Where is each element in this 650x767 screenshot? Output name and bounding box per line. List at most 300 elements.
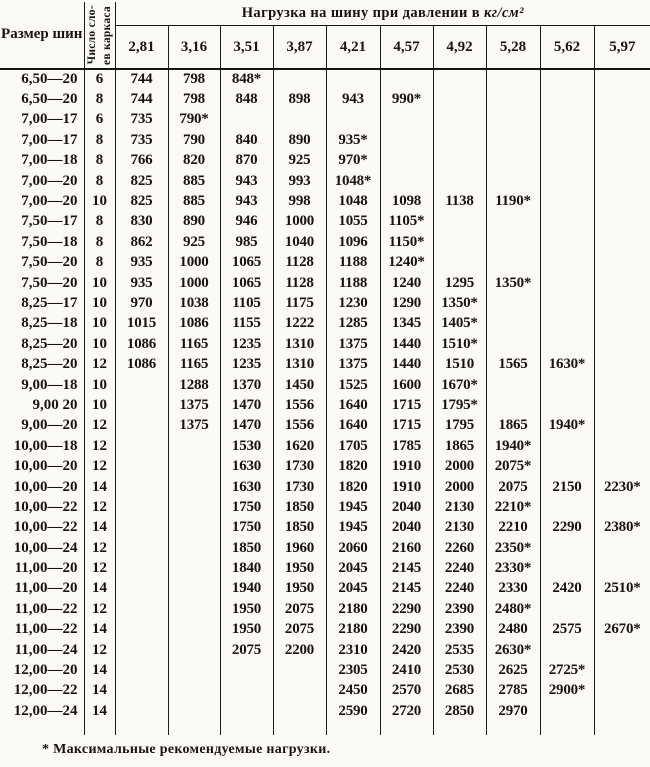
load-value-cell (273, 701, 326, 721)
load-value-cell: 1370 (220, 375, 273, 395)
load-value-cell: 2130 (433, 518, 486, 538)
load-value-cell (594, 293, 650, 313)
load-value-cell: 2045 (326, 579, 380, 599)
load-value-cell: 2590 (326, 701, 380, 721)
ply-count-cell: 10 (84, 334, 115, 354)
load-value-cell (168, 660, 220, 680)
load-value-cell (594, 89, 650, 109)
load-value-cell: 840 (220, 130, 273, 150)
load-value-cell: 1310 (273, 334, 326, 354)
load-value-cell (486, 69, 540, 89)
load-value-cell: 2420 (540, 579, 594, 599)
load-value-cell (486, 171, 540, 191)
ply-count-cell: 10 (84, 273, 115, 293)
load-value-cell: 2210 (486, 518, 540, 538)
ply-count-cell: 10 (84, 395, 115, 415)
tire-size-cell: 6,50—20 (21, 71, 78, 88)
load-value-cell: 1065 (220, 253, 273, 273)
load-value-cell: 2330* (486, 558, 540, 578)
load-value-cell: 2290 (540, 518, 594, 538)
load-value-cell: 1175 (273, 293, 326, 313)
ply-count-cell: 12 (84, 436, 115, 456)
ply-count-cell: 12 (84, 354, 115, 374)
load-value-cell (540, 334, 594, 354)
load-value-cell: 790* (168, 110, 220, 130)
load-value-cell: 1375 (168, 416, 220, 436)
load-value-cell: 1038 (168, 293, 220, 313)
tire-size-cell: 11,00—22 (14, 621, 78, 638)
load-value-cell (540, 701, 594, 721)
load-value-cell (115, 640, 168, 660)
load-value-cell: 1865 (433, 436, 486, 456)
table-row (0, 354, 650, 374)
ply-count-cell: 14 (84, 620, 115, 640)
load-value-cell: 1165 (168, 354, 220, 374)
load-value-cell: 2670* (594, 620, 650, 640)
pressure-column-header: 5,97 (594, 26, 650, 69)
load-value-cell: 766 (115, 151, 168, 171)
load-value-cell (594, 212, 650, 232)
load-value-cell: 2450 (326, 681, 380, 701)
load-value-cell: 1556 (273, 395, 326, 415)
load-value-cell: 2230* (594, 477, 650, 497)
tire-size-cell: 7,50—20 (21, 254, 78, 271)
tire-size-cell: 10,00—20 (13, 478, 78, 495)
load-value-cell (433, 69, 486, 89)
load-value-cell: 1670* (433, 375, 486, 395)
load-value-cell: 1940* (540, 416, 594, 436)
table-row (0, 89, 650, 109)
load-value-cell (273, 660, 326, 680)
load-value-cell: 2150 (540, 477, 594, 497)
pressure-unit-label: кг/см² (484, 5, 524, 22)
rule-extension-cell (168, 722, 220, 735)
load-value-cell: 1630 (220, 477, 273, 497)
rule-extension-cell (220, 722, 273, 735)
tire-size-cell: 10,00—22 (13, 498, 78, 515)
tire-size-cell: 9,00 20 (32, 396, 78, 413)
load-value-cell (168, 701, 220, 721)
load-value-cell (433, 151, 486, 171)
load-value-cell: 2390 (433, 599, 486, 619)
ply-count-cell: 12 (84, 640, 115, 660)
rule-extension-cell (326, 722, 380, 735)
ply-count-cell: 8 (84, 253, 115, 273)
load-value-cell: 2330 (486, 579, 540, 599)
load-value-cell (540, 110, 594, 130)
load-value-cell (168, 681, 220, 701)
load-value-cell: 990* (380, 89, 433, 109)
ply-count-cell: 12 (84, 416, 115, 436)
ply-count-cell: 6 (84, 110, 115, 130)
load-value-cell (594, 110, 650, 130)
load-value-cell: 1048* (326, 171, 380, 191)
rule-extension-cell (594, 722, 650, 735)
tire-size-cell: 9,00—20 (21, 417, 78, 434)
load-value-cell: 1630* (540, 354, 594, 374)
load-value-cell (486, 232, 540, 252)
load-value-cell (594, 701, 650, 721)
load-value-cell (540, 395, 594, 415)
load-value-cell (168, 620, 220, 640)
load-value-cell: 1510 (433, 354, 486, 374)
load-value-cell (540, 640, 594, 660)
load-value-cell: 2180 (326, 620, 380, 640)
load-value-cell (594, 640, 650, 660)
load-value-cell: 1730 (273, 477, 326, 497)
load-value-cell (168, 538, 220, 558)
load-value-cell: 2305 (326, 660, 380, 680)
table-row (0, 660, 650, 680)
ply-count-cell: 8 (84, 171, 115, 191)
load-value-cell (594, 130, 650, 150)
load-value-cell: 1440 (380, 354, 433, 374)
load-value-cell: 1910 (380, 456, 433, 476)
load-value-cell: 1375 (168, 395, 220, 415)
load-value-cell: 2000 (433, 456, 486, 476)
load-value-cell (540, 253, 594, 273)
load-value-cell: 1310 (273, 354, 326, 374)
load-value-cell: 1350* (433, 293, 486, 313)
load-value-cell (594, 538, 650, 558)
load-value-cell: 1750 (220, 518, 273, 538)
load-value-cell (433, 212, 486, 232)
load-value-cell: 1055 (326, 212, 380, 232)
load-value-cell (540, 151, 594, 171)
load-value-cell: 1630 (220, 456, 273, 476)
tire-size-cell: 12,00—20 (13, 662, 78, 679)
pressure-column-header: 4,92 (433, 26, 486, 69)
load-value-cell: 1235 (220, 354, 273, 374)
load-value-cell: 2180 (326, 599, 380, 619)
load-value-cell (594, 314, 650, 334)
load-value-cell: 735 (115, 130, 168, 150)
tire-size-cell: 11,00—24 (14, 641, 78, 658)
table-header (0, 2, 650, 69)
load-value-cell: 898 (273, 89, 326, 109)
tire-size-cell: 7,50—20 (21, 274, 78, 291)
load-value-cell: 2145 (380, 558, 433, 578)
load-value-cell (273, 681, 326, 701)
load-value-cell: 1375 (326, 334, 380, 354)
ply-count-cell: 14 (84, 477, 115, 497)
load-value-cell: 2530 (433, 660, 486, 680)
load-value-cell (168, 599, 220, 619)
pressure-column-header: 2,81 (115, 26, 168, 69)
load-value-cell: 2075 (220, 640, 273, 660)
load-value-cell (540, 130, 594, 150)
ply-count-cell: 14 (84, 579, 115, 599)
load-value-cell: 1470 (220, 395, 273, 415)
footnote: * Максимальные рекомендуемые нагрузки. (42, 741, 331, 757)
load-value-cell (115, 660, 168, 680)
load-value-cell (540, 171, 594, 191)
load-value-cell: 1405* (433, 314, 486, 334)
table-row (0, 253, 650, 273)
load-value-cell (115, 477, 168, 497)
load-value-cell: 1096 (326, 232, 380, 252)
load-value-cell: 970* (326, 151, 380, 171)
tire-size-cell: 11,00—20 (14, 560, 78, 577)
rule-extension-cell (433, 722, 486, 735)
load-value-cell: 830 (115, 212, 168, 232)
load-value-cell: 1000 (168, 253, 220, 273)
load-value-cell: 744 (115, 89, 168, 109)
load-value-cell (594, 681, 650, 701)
load-value-cell (594, 151, 650, 171)
load-value-cell: 2625 (486, 660, 540, 680)
load-value-cell (540, 497, 594, 517)
rule-extension-cell (380, 722, 433, 735)
load-value-cell (594, 436, 650, 456)
load-value-cell: 1910 (380, 477, 433, 497)
load-value-cell (326, 69, 380, 89)
table-body (0, 69, 650, 735)
ply-count-cell: 14 (84, 518, 115, 538)
load-value-cell (168, 456, 220, 476)
load-value-cell (168, 436, 220, 456)
load-value-cell: 2260 (433, 538, 486, 558)
load-value-cell: 2480* (486, 599, 540, 619)
load-value-cell: 993 (273, 171, 326, 191)
load-value-cell: 2075* (486, 456, 540, 476)
load-value-cell (115, 395, 168, 415)
tire-size-cell: 11,00—22 (14, 600, 78, 617)
load-value-cell (115, 518, 168, 538)
load-value-cell (115, 620, 168, 640)
ply-count-header (84, 2, 115, 69)
load-value-cell (115, 701, 168, 721)
load-value-cell (594, 69, 650, 89)
tire-size-cell: 7,00—17 (21, 131, 78, 148)
load-value-cell (380, 69, 433, 89)
load-value-cell: 744 (115, 69, 168, 89)
tire-size-cell: 6,50—20 (21, 91, 78, 108)
pressure-column-header: 3,87 (273, 26, 326, 69)
load-value-cell: 1086 (168, 314, 220, 334)
rule-extension-cell (0, 722, 84, 735)
load-value-cell (380, 130, 433, 150)
load-value-cell: 998 (273, 191, 326, 211)
load-value-cell (540, 232, 594, 252)
table-row (0, 69, 650, 89)
load-value-cell: 2630* (486, 640, 540, 660)
load-value-cell: 1285 (326, 314, 380, 334)
table-row (0, 416, 650, 436)
table-row (0, 314, 650, 334)
load-value-cell (594, 171, 650, 191)
table-row (0, 538, 650, 558)
table-row (0, 232, 650, 252)
tire-size-cell: 9,00—18 (21, 376, 78, 393)
load-value-cell: 1730 (273, 456, 326, 476)
load-value-cell (486, 253, 540, 273)
rule-extension-cell (540, 722, 594, 735)
table-row (0, 558, 650, 578)
load-value-cell: 2900* (540, 681, 594, 701)
load-value-cell (168, 518, 220, 538)
load-value-cell (540, 456, 594, 476)
load-value-cell: 820 (168, 151, 220, 171)
load-value-cell: 885 (168, 191, 220, 211)
table-row (0, 599, 650, 619)
load-value-cell: 2685 (433, 681, 486, 701)
load-value-cell (115, 599, 168, 619)
load-value-cell: 2290 (380, 599, 433, 619)
load-value-cell (486, 89, 540, 109)
table-row (0, 620, 650, 640)
load-value-cell (540, 538, 594, 558)
load-value-cell (115, 497, 168, 517)
load-value-cell: 1820 (326, 477, 380, 497)
table-rule-extension (0, 722, 650, 735)
load-value-cell: 1795 (433, 416, 486, 436)
table-row (0, 681, 650, 701)
load-value-cell: 2575 (540, 620, 594, 640)
load-value-cell (540, 191, 594, 211)
load-value-cell: 1470 (220, 416, 273, 436)
ply-count-cell: 10 (84, 314, 115, 334)
ply-count-cell: 8 (84, 212, 115, 232)
load-value-cell: 2240 (433, 579, 486, 599)
load-value-cell: 1295 (433, 273, 486, 293)
tire-size-cell: 8,25—18 (21, 315, 78, 332)
load-value-cell: 2045 (326, 558, 380, 578)
load-value-cell: 848 (220, 89, 273, 109)
load-value-cell (273, 110, 326, 130)
load-value-cell: 2290 (380, 620, 433, 640)
load-value-cell: 798 (168, 89, 220, 109)
load-value-cell: 1105 (220, 293, 273, 313)
load-value-cell: 1000 (168, 273, 220, 293)
ply-count-cell: 12 (84, 456, 115, 476)
load-value-cell: 2410 (380, 660, 433, 680)
load-value-cell (486, 130, 540, 150)
load-value-cell: 2145 (380, 579, 433, 599)
pressure-column-header: 5,62 (540, 26, 594, 69)
load-value-cell: 798 (168, 69, 220, 89)
load-value-cell (433, 253, 486, 273)
pressure-column-header: 3,16 (168, 26, 220, 69)
load-value-cell: 2310 (326, 640, 380, 660)
load-value-cell: 825 (115, 191, 168, 211)
load-value-cell: 1128 (273, 273, 326, 293)
rule-extension-cell (115, 722, 168, 735)
load-value-cell: 1188 (326, 273, 380, 293)
load-value-cell: 1940 (220, 579, 273, 599)
table-row (0, 497, 650, 517)
table-row (0, 436, 650, 456)
ply-count-cell: 8 (84, 232, 115, 252)
load-value-cell: 2075 (273, 599, 326, 619)
load-value-cell (486, 314, 540, 334)
tire-size-header: Размер шин (0, 2, 84, 69)
load-value-cell: 1105* (380, 212, 433, 232)
load-value-cell: 1950 (273, 558, 326, 578)
load-value-cell: 1600 (380, 375, 433, 395)
table-row (0, 110, 650, 130)
ply-count-cell: 8 (84, 89, 115, 109)
load-value-cell: 935 (115, 253, 168, 273)
load-value-cell: 1240* (380, 253, 433, 273)
pressure-column-header: 5,28 (486, 26, 540, 69)
pressure-column-header: 4,21 (326, 26, 380, 69)
ply-count-cell: 8 (84, 130, 115, 150)
load-value-cell: 1820 (326, 456, 380, 476)
load-value-cell (540, 293, 594, 313)
tire-size-cell: 8,25—20 (21, 356, 78, 373)
load-value-cell: 848* (220, 69, 273, 89)
load-value-cell: 1945 (326, 497, 380, 517)
load-value-cell: 825 (115, 171, 168, 191)
ply-count-cell: 6 (84, 69, 115, 89)
load-value-cell: 1640 (326, 395, 380, 415)
load-value-cell: 1750 (220, 497, 273, 517)
load-value-cell: 2210* (486, 497, 540, 517)
load-group-header (115, 2, 650, 26)
load-value-cell: 943 (220, 171, 273, 191)
ply-count-cell: 12 (84, 538, 115, 558)
load-value-cell (115, 456, 168, 476)
load-value-cell (168, 579, 220, 599)
load-value-cell: 1530 (220, 436, 273, 456)
load-value-cell: 1785 (380, 436, 433, 456)
tire-size-cell: 7,00—17 (21, 111, 78, 128)
load-value-cell (168, 497, 220, 517)
load-value-cell: 2390 (433, 620, 486, 640)
load-value-cell: 1565 (486, 354, 540, 374)
load-value-cell (594, 456, 650, 476)
load-value-cell: 2570 (380, 681, 433, 701)
load-value-cell: 1222 (273, 314, 326, 334)
load-value-cell: 1715 (380, 416, 433, 436)
pressure-column-header: 4,57 (380, 26, 433, 69)
load-value-cell (540, 558, 594, 578)
load-value-cell: 790 (168, 130, 220, 150)
load-value-cell (486, 293, 540, 313)
load-value-cell: 1048 (326, 191, 380, 211)
load-value-cell: 1375 (326, 354, 380, 374)
load-value-cell (168, 477, 220, 497)
load-value-cell (540, 89, 594, 109)
load-value-cell: 1950 (273, 579, 326, 599)
load-value-cell (220, 681, 273, 701)
load-value-cell: 2725* (540, 660, 594, 680)
tire-size-cell: 10,00—24 (13, 539, 78, 556)
load-value-cell (168, 640, 220, 660)
load-value-cell (486, 110, 540, 130)
load-value-cell: 2200 (273, 640, 326, 660)
pressure-column-header: 3,51 (220, 26, 273, 69)
load-value-cell: 1450 (273, 375, 326, 395)
load-value-cell (486, 334, 540, 354)
tire-size-cell: 10,00—18 (13, 437, 78, 454)
load-value-cell: 1960 (273, 538, 326, 558)
load-value-cell: 1086 (115, 334, 168, 354)
load-value-cell: 870 (220, 151, 273, 171)
load-value-cell (433, 232, 486, 252)
ply-count-cell: 12 (84, 558, 115, 578)
ply-count-cell: 14 (84, 701, 115, 721)
load-value-cell (594, 375, 650, 395)
tire-size-cell: 10,00—20 (13, 458, 78, 475)
tire-load-table (0, 2, 650, 735)
tire-size-cell: 7,00—18 (21, 152, 78, 169)
load-value-cell: 1440 (380, 334, 433, 354)
load-value-cell: 1850 (273, 497, 326, 517)
tire-size-cell: 8,25—20 (21, 335, 78, 352)
ply-count-header-line2: ев каркаса (100, 5, 113, 65)
